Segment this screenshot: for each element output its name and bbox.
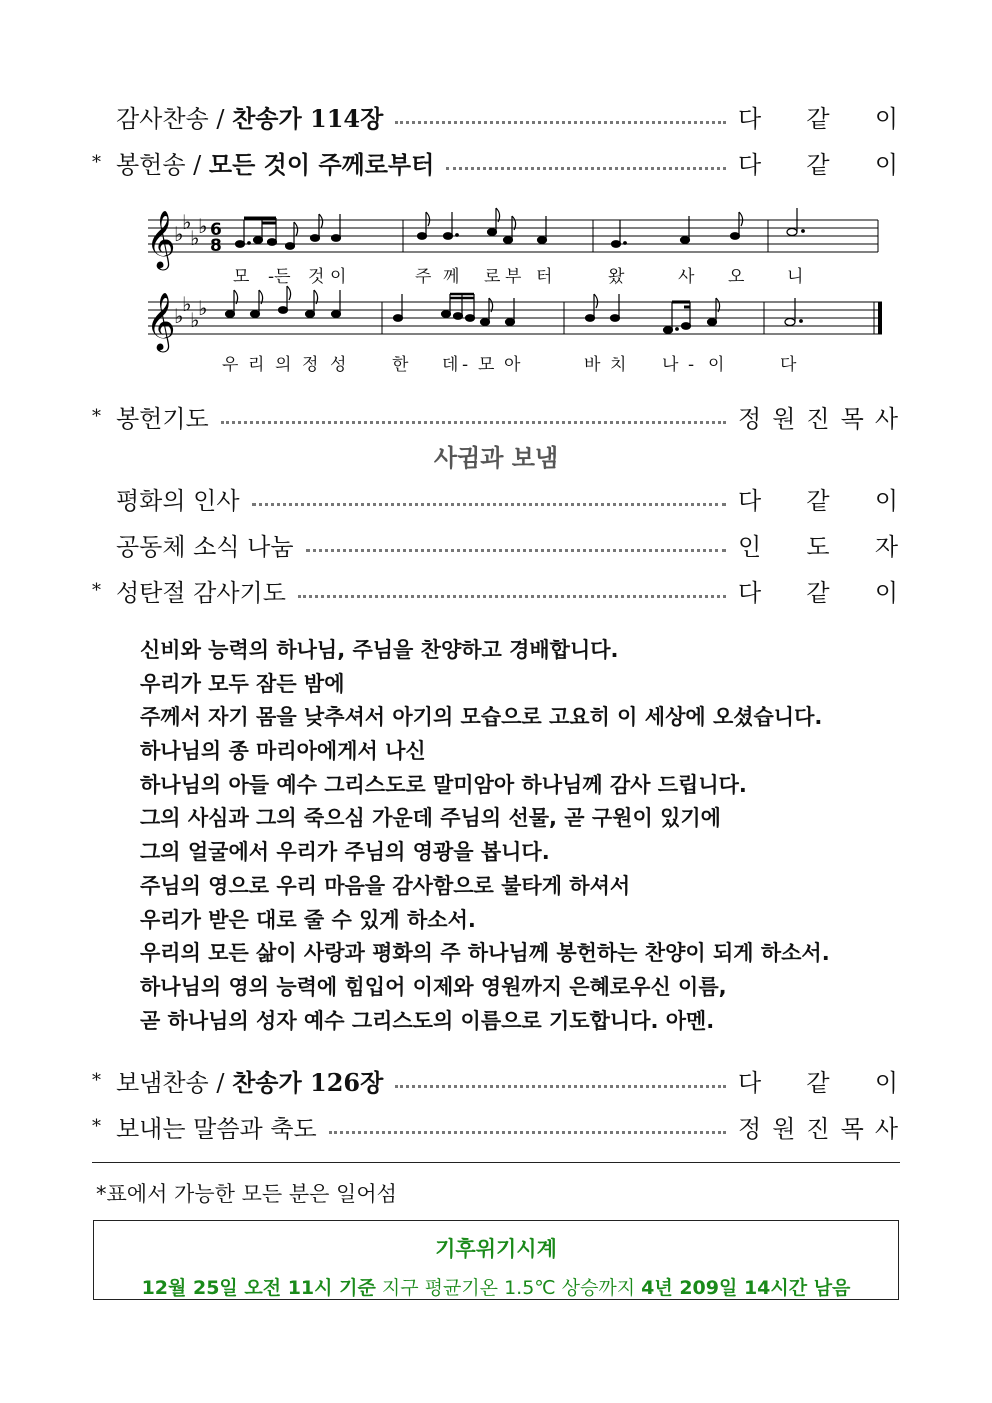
order-label: 보냄찬송 / (116, 1068, 233, 1097)
lyric-syllable: 아 (504, 355, 521, 375)
section-title: 사귐과 보냄 (433, 444, 559, 472)
participant-char: 다 (738, 486, 762, 515)
participant-char: 같 (806, 1068, 830, 1097)
participant (738, 99, 898, 134)
climate-clock-title: 기후위기시계 (435, 1237, 557, 1261)
lyric-syllable: 바 (584, 355, 601, 375)
flat-icon: ♭ (182, 292, 192, 316)
participant-char: 진 (806, 404, 830, 433)
lyric-syllable: 성 (330, 355, 347, 375)
leader-dots (306, 549, 726, 552)
participant-char: 같 (806, 486, 830, 515)
stand-mark: * (92, 579, 101, 601)
lyric-syllable: 오 (728, 267, 745, 287)
participant-char: 목 (840, 1114, 864, 1143)
participant (738, 573, 898, 608)
lyric-syllable: 정 (302, 355, 319, 375)
lyric-syllable: 모 (478, 355, 495, 375)
participant-char: 사 (874, 1114, 898, 1143)
participant-char: 다 (738, 104, 762, 133)
participant-char: 정 (738, 1114, 762, 1143)
participant-char: 같 (806, 104, 830, 133)
stand-mark: * (92, 1115, 101, 1137)
climate-clock-remaining: 4년 209일 14시간 남음 (641, 1277, 851, 1299)
lyric-syllable: 리 (248, 355, 265, 375)
lyric-syllable: 니 (787, 267, 804, 287)
lyric-syllable: 이 (330, 267, 347, 287)
participant-char: 이 (874, 150, 898, 179)
prayer-line: 그의 얼굴에서 우리가 주님의 영광을 봅니다. (140, 840, 550, 865)
climate-clock-time: 12월 25일 오전 11시 기준 (141, 1277, 376, 1299)
lyric-syllable: 로 (484, 267, 501, 287)
lyric-syllable: 터 (536, 267, 553, 287)
lyric-syllable: 모 (233, 267, 250, 287)
leader-dots (298, 595, 726, 598)
leader-dots (252, 503, 726, 506)
lyric-syllable: 다 (780, 355, 797, 375)
hymn-number: 찬송가 126장 (232, 1067, 384, 1097)
flat-icon: ♭ (190, 308, 200, 332)
order-label: 보내는 말씀과 축도 (116, 1114, 317, 1143)
participant-char: 원 (772, 404, 796, 433)
lyric-syllable: 나 (662, 355, 679, 375)
participant-char: 목 (840, 404, 864, 433)
flat-icon: ♭ (198, 214, 208, 238)
leader-dots (395, 121, 726, 124)
lyric-syllable: - (462, 355, 469, 375)
time-signature-top: 6 (210, 220, 222, 240)
music-score (140, 196, 890, 386)
prayer-line: 주님의 영으로 우리 마음을 감사함으로 불타게 하셔서 (140, 873, 631, 898)
prayer-line: 신비와 능력의 하나님, 주님을 찬양하고 경배합니다. (140, 638, 619, 662)
lyric-syllable: 왔 (608, 267, 625, 287)
lyric-syllable: 의 (275, 355, 292, 375)
treble-clef-icon: 𝄞 (146, 210, 176, 268)
participant-char: 도 (806, 532, 830, 561)
lyric-syllable: 사 (678, 267, 695, 287)
prayer-line: 우리가 모두 잠든 밤에 (140, 671, 345, 696)
leader-dots (221, 421, 726, 424)
participant-char: 같 (806, 150, 830, 179)
participant-char: 다 (738, 150, 762, 179)
prayer-text (140, 634, 920, 1038)
participant-char: 이 (874, 486, 898, 515)
participant-char: 인 (738, 532, 762, 561)
lyric-syllable: 우 (222, 355, 239, 375)
flat-icon: ♭ (174, 304, 184, 328)
lyric-syllable: 치 (610, 355, 627, 375)
lyric-syllable: 데 (442, 355, 459, 375)
order-label: 성탄절 감사기도 (116, 578, 286, 607)
participant (738, 481, 898, 516)
order-label: 공동체 소식 나눔 (116, 532, 294, 561)
participant-char: 다 (738, 578, 762, 607)
participant-char: 정 (738, 404, 762, 433)
lyric-syllable: -든 (268, 267, 291, 287)
prayer-line: 주께서 자기 몸을 낮추셔서 아기의 모습으로 고요히 이 세상에 오셨습니다. (140, 705, 823, 730)
order-row-offertory (92, 142, 898, 182)
participant-char: 다 (738, 1068, 762, 1097)
order-row-sending-hymn (92, 1060, 898, 1100)
lyric-syllable: 주 (415, 267, 432, 287)
standing-footnote: *표에서 가능한 모든 분은 일어섬 (96, 1182, 397, 1206)
stand-mark: * (92, 405, 101, 427)
flat-icon: ♭ (198, 296, 208, 320)
lyric-syllable: 부 (505, 267, 522, 287)
order-label: 평화의 인사 (116, 486, 240, 515)
participant (738, 1109, 898, 1144)
participant-char: 원 (772, 1114, 796, 1143)
participant-char: 이 (874, 578, 898, 607)
participant-char: 진 (806, 1114, 830, 1143)
participant-char: 사 (874, 404, 898, 433)
order-label: 봉헌송 / (116, 150, 209, 179)
prayer-line: 우리가 받은 대로 줄 수 있게 하소서. (140, 907, 476, 932)
prayer-line: 우리의 모든 삶이 사랑과 평화의 주 하나님께 봉헌하는 찬양이 되게 하소서. (140, 941, 830, 966)
order-row-peace-greeting (92, 478, 898, 518)
lyric-syllable: - (688, 355, 695, 375)
treble-clef-icon: 𝄞 (146, 292, 176, 350)
prayer-line: 하나님의 영의 능력에 힘입어 이제와 영원까지 은혜로우신 이름, (140, 974, 727, 999)
lyric-syllable: 이 (708, 355, 725, 375)
participant-char: 같 (806, 578, 830, 607)
participant (738, 1063, 898, 1098)
prayer-line: 곧 하나님의 성자 예수 그리스도의 이름으로 기도합니다. 아멘. (140, 1008, 715, 1033)
order-row-offering-prayer (92, 396, 898, 436)
participant (738, 399, 898, 434)
leader-dots (329, 1131, 726, 1134)
prayer-line: 하나님의 종 마리아에게서 나신 (140, 739, 426, 764)
flat-icon: ♭ (190, 226, 200, 250)
stand-mark: * (92, 151, 101, 173)
prayer-line: 하나님의 아들 예수 그리스도로 말미암아 하나님께 감사 드립니다. (140, 772, 747, 797)
participant-char: 자 (874, 532, 898, 561)
participant-char: 이 (874, 104, 898, 133)
lyrics-line-2 (222, 354, 797, 375)
lyric-syllable: 것 (308, 267, 325, 287)
staff1-notes (236, 208, 805, 249)
order-label: 감사찬송 / (116, 104, 233, 133)
flat-icon: ♭ (174, 222, 184, 246)
hymn-number: 찬송가 114장 (232, 103, 384, 133)
prayer-line: 그의 사심과 그의 죽으심 가운데 주님의 선물, 곧 구원이 있기에 (140, 806, 721, 831)
leader-dots (446, 167, 726, 170)
order-row-thanks-hymn (92, 96, 898, 136)
lyrics-line-1 (233, 266, 803, 287)
climate-clock-text (94, 1273, 898, 1300)
time-signature-bottom: 8 (210, 236, 222, 256)
order-row-christmas-prayer (92, 570, 898, 610)
flat-icon: ♭ (182, 210, 192, 234)
lyric-syllable: 께 (443, 267, 460, 287)
participant (738, 527, 898, 562)
leader-dots (395, 1085, 726, 1088)
participant (738, 145, 898, 180)
order-label: 봉헌기도 (116, 404, 209, 433)
climate-clock-box (93, 1220, 899, 1300)
order-row-benediction (92, 1106, 898, 1146)
order-row-community-news (92, 524, 898, 564)
stand-mark: * (92, 1069, 101, 1091)
lyric-syllable: 한 (392, 355, 409, 375)
climate-clock-middle: 지구 평균기온 1.5℃ 상승까지 (375, 1277, 642, 1299)
song-title: 모든 것이 주께로부터 (208, 149, 435, 179)
divider (92, 1162, 900, 1163)
participant-char: 이 (874, 1068, 898, 1097)
